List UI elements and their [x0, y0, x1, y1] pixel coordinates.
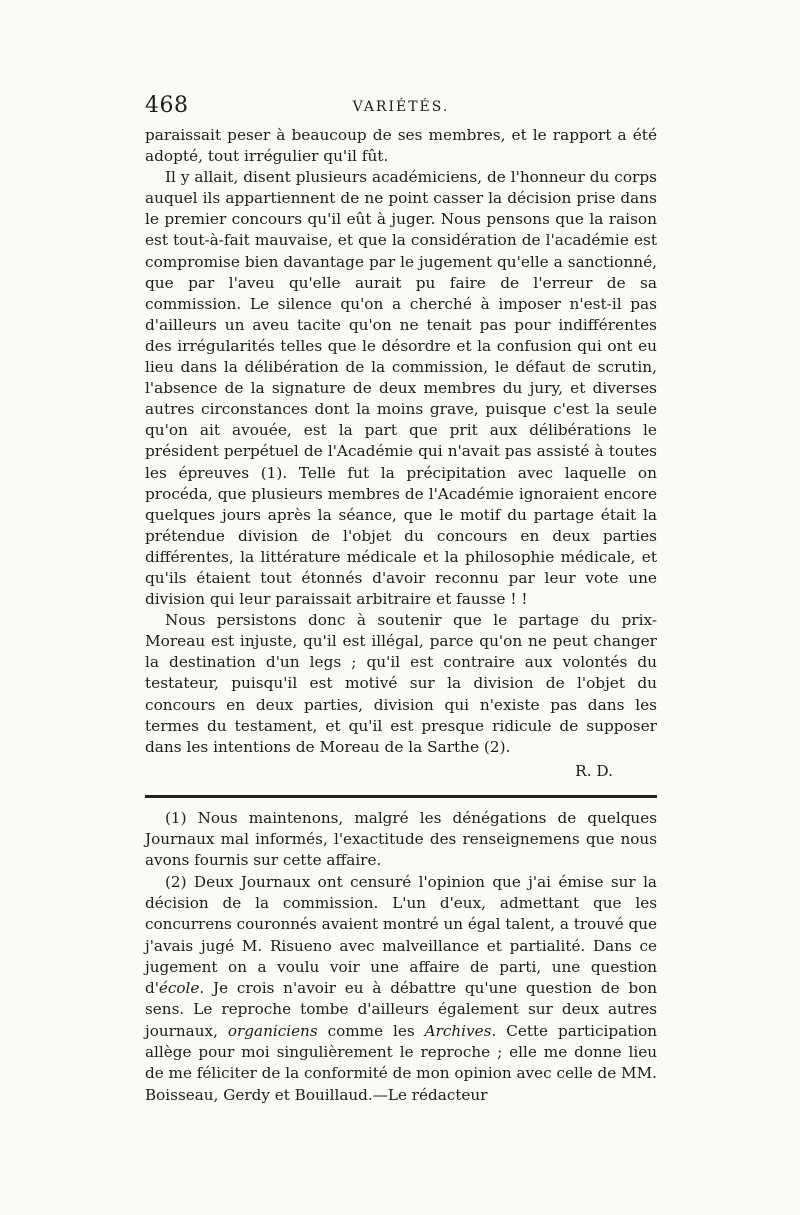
author-signature: R. D.	[575, 761, 613, 780]
footnote-2-text-b: . Je crois n'avoir eu à débattre qu'une question de bon sens. Le reproche tombe d'ailleurs également sur deux autres journaux,	[145, 979, 657, 1040]
footnote-2	[145, 872, 657, 1106]
footnote-2-text-d: . Cette participation allège pour moi singulièrement le reproche ; elle me donne lieu de me féliciter de la conformité de mon opinion avec celle de MM. Boisseau, Gerdy et Bouillaud.—Le rédacteur	[145, 1021, 658, 1104]
paragraph-continuation: paraissait peser à beaucoup de ses membres, et le rapport a été adopté, tout irrégulier qu'il fût.	[145, 126, 657, 166]
footnote-1: (1) Nous maintenons, malgré les dénégations de quelques Journaux mal informés, l'exactitude des renseignemens que nous avons fournis sur cette affaire.	[145, 808, 657, 870]
footnote-2-archives: Archives	[424, 1021, 492, 1040]
main-text	[145, 125, 657, 758]
footnotes	[145, 808, 657, 1106]
page-header	[145, 93, 657, 125]
footnote-2-text-a: (2) Deux Journaux ont censuré l'opinion que j'ai émise sur la décision de la commission. L'un d'eux, admettant que les concurrens couronnés avaient montré un égal talent, a trouvé que j'avais jugé M. Risueno avec malveillance et partialité. Dans ce jugement on a voulu voir une affaire de parti, une question d'	[145, 872, 657, 998]
footnote-2-ecole: école	[158, 979, 200, 998]
running-head: VARIÉTÉS.	[352, 99, 450, 115]
footnote-2-text-c: comme les	[317, 1021, 425, 1040]
paragraph-academy-honour: Il y allait, disent plusieurs académiciens, de l'honneur du corps auquel ils appartiennent de ne point casser la décision prise dans le premier concours qu'il eût à juger. Nous pensons que la raison est tout-à-fait mauvaise, et que la considération de l'académie est compromise bien davantage par le jugement qu'elle a sanctionné, que par l'aveu qu'elle aurait pu faire de l'erreur de sa commission. Le silence qu'on a cherché à imposer n'est-il pas d'ailleurs un aveu tacite qu'on ne tenait pas pour indifférentes des irrégularités telles que le désordre et la confusion qui ont eu lieu dans la délibération de la commission, le défaut de scrutin, l'absence de la signature de deux membres du jury, et diverses autres circonstances dont la moins grave, puisque c'est la seule qu'on ait avouée, est la part que prit aux délibérations le président perpétuel de l'Académie qui n'avait pas assisté à toutes les épreuves (1). Telle fut la précipitation avec laquelle on procéda, que plusieurs membres de l'Académie ignoraient encore quelques jours après la séance, que le motif du partage était la prétendue division de l'objet du concours en deux parties différentes, la littérature médicale et la philosophie médicale, et qu'ils étaient tout étonnés d'avoir reconnu par leur vote une division qui leur paraissait arbitraire et fausse ! !	[145, 168, 657, 609]
footnote-2-organiciens: organiciens	[227, 1021, 318, 1040]
book-page	[145, 93, 657, 1106]
paragraph-conclusion: Nous persistons donc à soutenir que le partage du prix-Moreau est injuste, qu'il est illégal, parce qu'on ne peut changer la destination d'un legs ; qu'il est contraire aux volontés du testateur, puisqu'il est motivé sur la division de l'objet du concours en deux parties, division qui n'existe pas dans les termes du testament, et qu'il est presque ridicule de supposer dans les intentions de Moreau de la Sarthe (2).	[145, 611, 657, 756]
footnote-divider	[145, 795, 657, 798]
page-number: 468	[145, 93, 189, 118]
